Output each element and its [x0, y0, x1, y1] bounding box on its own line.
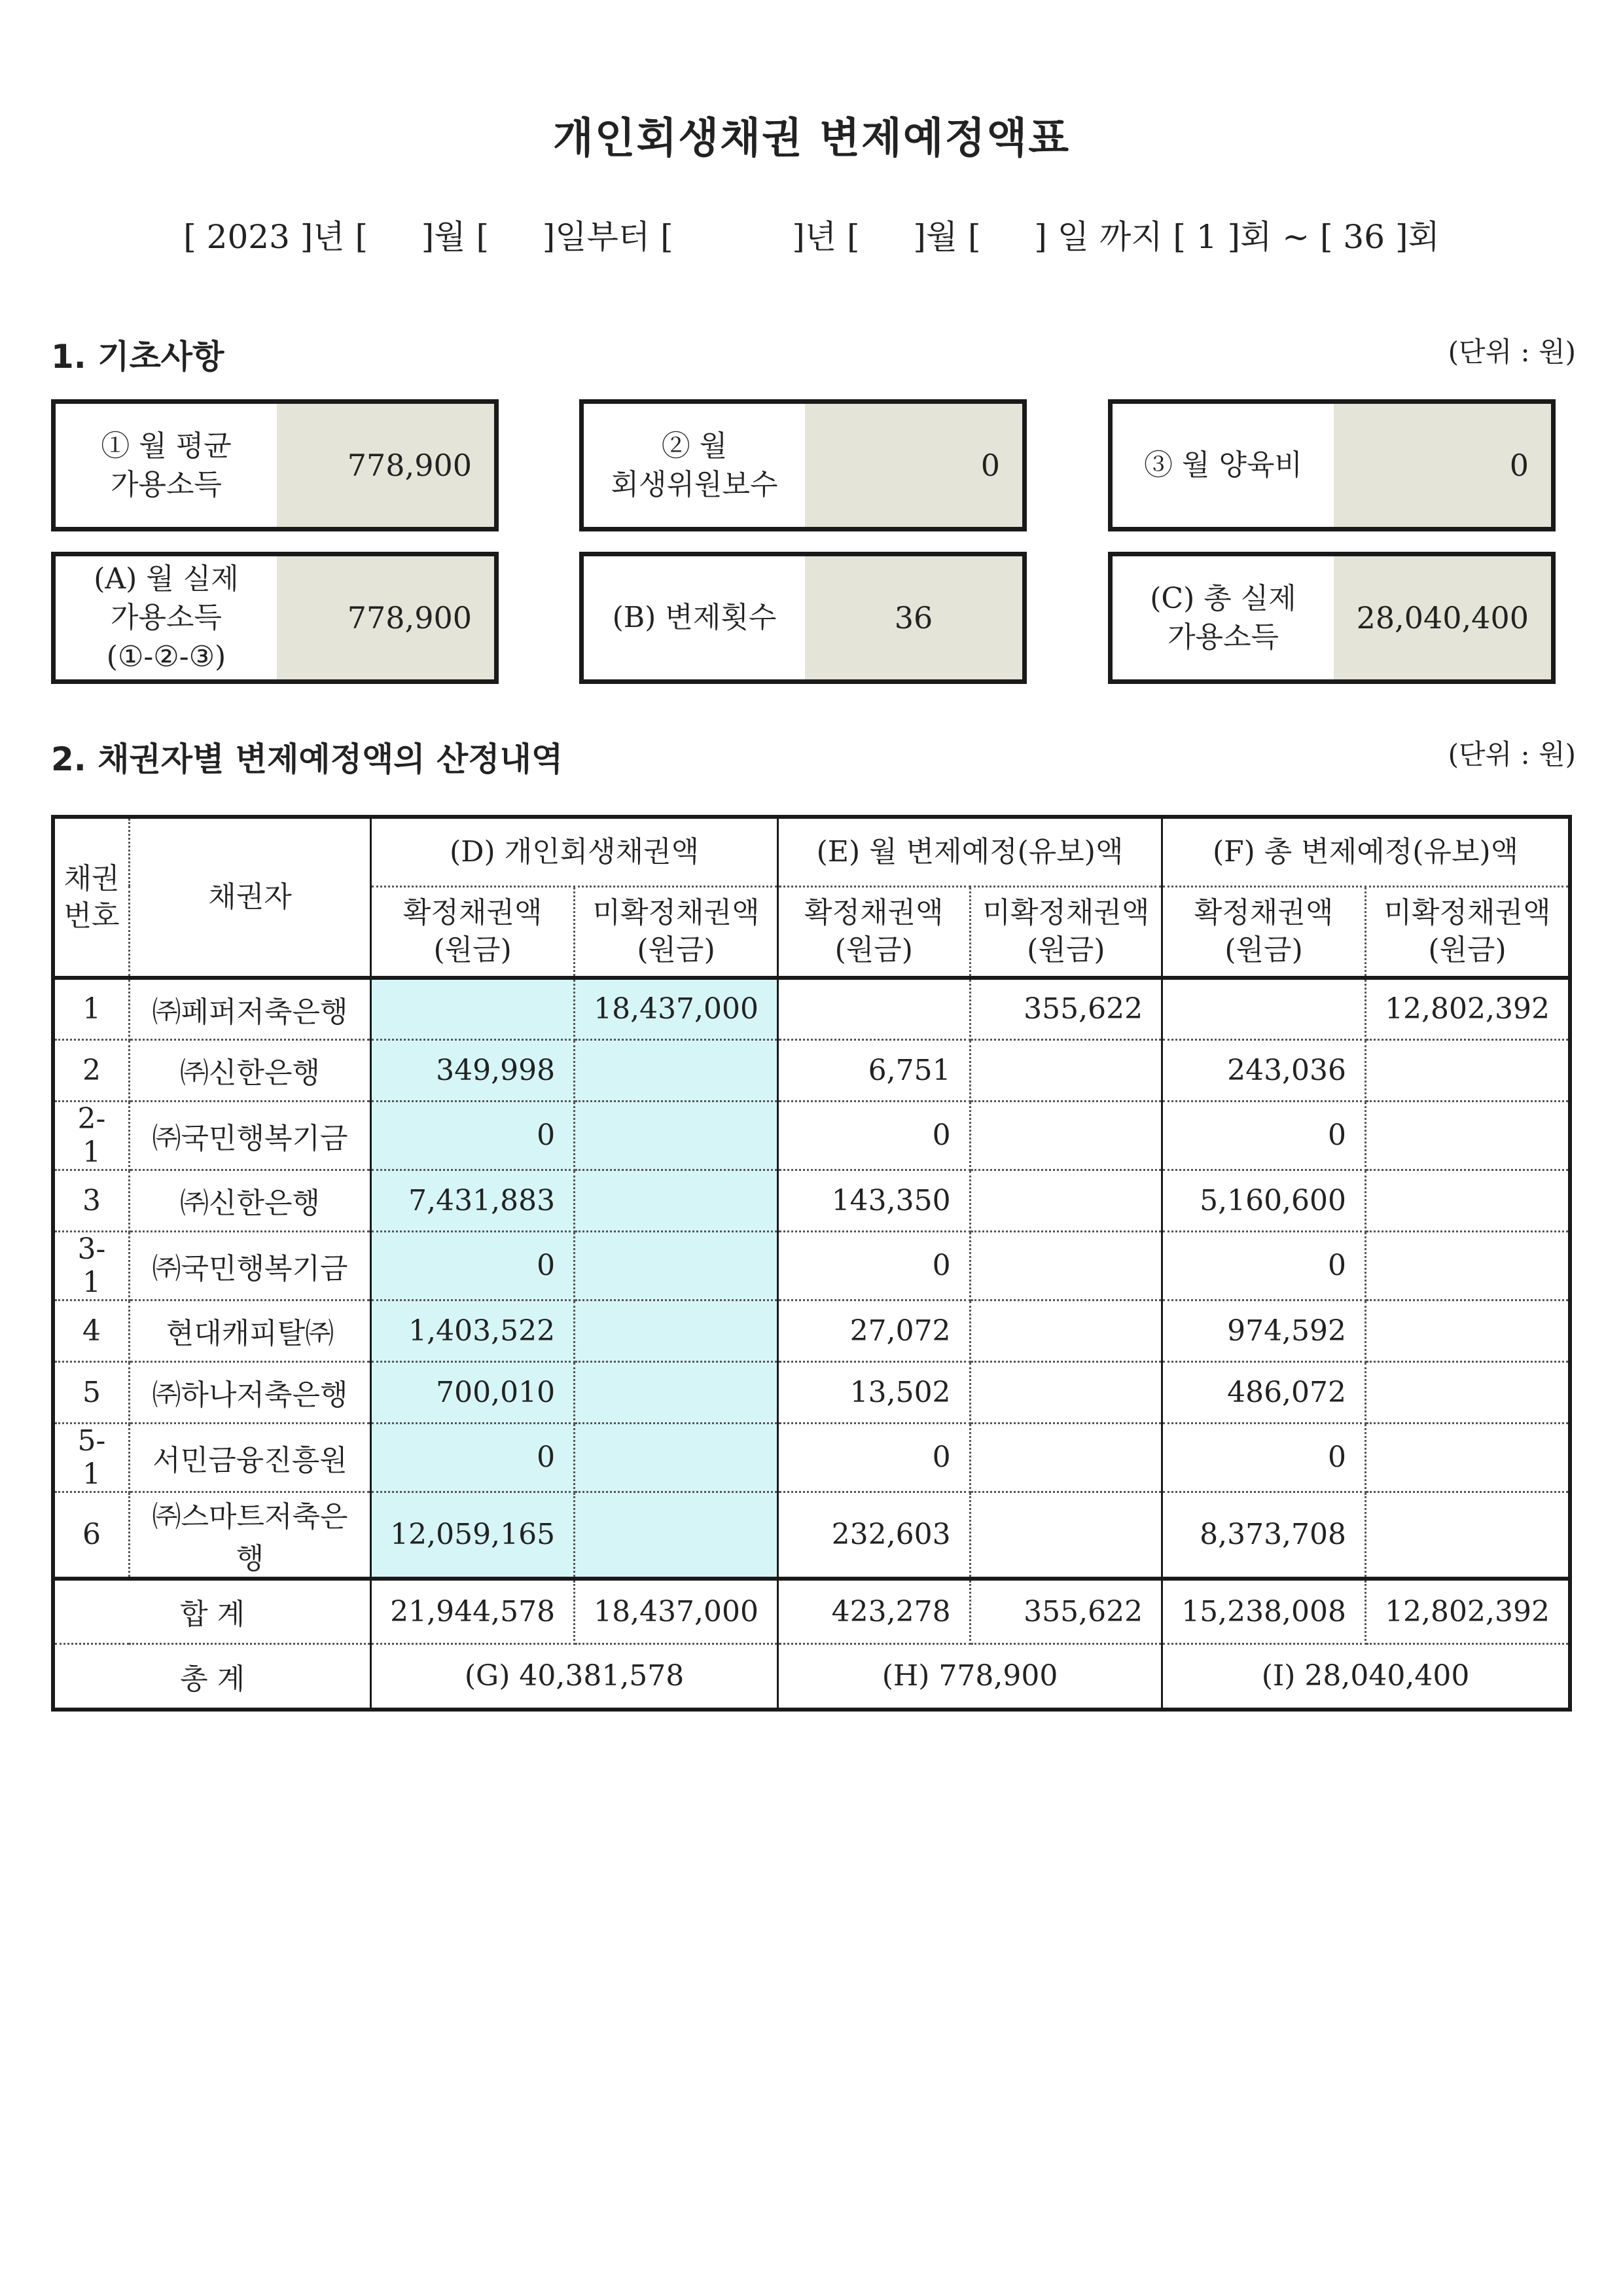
total-g: (G) 40,381,578 [371, 1644, 778, 1710]
header-e-confirmed: 확정채권액 (원금) [778, 886, 971, 978]
f-unconfirmed-cell [1366, 1361, 1570, 1423]
header-d-confirmed: 확정채권액 (원금) [371, 886, 575, 978]
f-confirmed-cell: 8,373,708 [1162, 1492, 1366, 1579]
e-confirmed-cell: 0 [778, 1101, 971, 1170]
e-confirmed-cell: 13,502 [778, 1361, 971, 1423]
f-confirmed-cell: 974,592 [1162, 1300, 1366, 1361]
section1-unit: (단위 : 원) [1448, 336, 1576, 368]
d-unconfirmed-cell [575, 1492, 778, 1579]
creditor-no-cell: 2 [53, 1039, 129, 1101]
total-actual-income-box [1108, 552, 1556, 684]
box-label: (C) 총 실제 가용소득 [1150, 581, 1296, 654]
e-confirmed-cell: 143,350 [778, 1170, 971, 1231]
header-f-unconfirmed: 미확정채권액 (원금) [1366, 886, 1570, 978]
e-unconfirmed-cell [970, 1101, 1162, 1170]
box-value: 28,040,400 [1334, 556, 1551, 679]
header-e: (E) 월 변제예정(유보)액 [778, 817, 1162, 886]
header-f: (F) 총 변제예정(유보)액 [1162, 817, 1570, 886]
table-row [53, 1492, 1570, 1579]
creditor-name-cell: ㈜하나저축은행 [129, 1361, 370, 1423]
creditor-no-cell: 4 [53, 1300, 129, 1361]
sum-d1: 21,944,578 [371, 1579, 575, 1644]
d-confirmed-cell [371, 978, 575, 1039]
creditor-no-cell: 1 [53, 978, 129, 1039]
box-value: 778,900 [277, 556, 494, 679]
sum-row [53, 1579, 1570, 1644]
sum-f2: 12,802,392 [1366, 1579, 1570, 1644]
repayment-period: [ 2023 ]년 [ ]월 [ ]일부터 [ ]년 [ ]월 [ ] 일 까지 [ 1 ]회 ~ [ 36 ]회 [183, 218, 1440, 256]
section2-title: 2. 채권자별 변제예정액의 산정내역 [51, 740, 563, 778]
box-value: 778,900 [277, 404, 494, 527]
sum-f1: 15,238,008 [1162, 1579, 1366, 1644]
d-unconfirmed-cell [575, 1300, 778, 1361]
e-confirmed-cell: 0 [778, 1423, 971, 1492]
d-unconfirmed-cell: 18,437,000 [575, 978, 778, 1039]
d-confirmed-cell: 0 [371, 1423, 575, 1492]
table-row [53, 1039, 1570, 1101]
f-unconfirmed-cell [1366, 1231, 1570, 1300]
monthly-avg-income-box [51, 399, 499, 531]
f-unconfirmed-cell [1366, 1170, 1570, 1231]
box-value: 0 [805, 404, 1022, 527]
table-row [53, 1170, 1570, 1231]
e-confirmed-cell: 27,072 [778, 1300, 971, 1361]
sum-d2: 18,437,000 [575, 1579, 778, 1644]
e-confirmed-cell: 6,751 [778, 1039, 971, 1101]
creditor-name-cell: ㈜국민행복기금 [129, 1101, 370, 1170]
d-unconfirmed-cell [575, 1361, 778, 1423]
d-confirmed-cell: 1,403,522 [371, 1300, 575, 1361]
e-unconfirmed-cell: 355,622 [970, 978, 1162, 1039]
d-unconfirmed-cell [575, 1101, 778, 1170]
d-confirmed-cell: 12,059,165 [371, 1492, 575, 1579]
section2-unit: (단위 : 원) [1448, 738, 1576, 770]
f-unconfirmed-cell [1366, 1039, 1570, 1101]
e-confirmed-cell: 0 [778, 1231, 971, 1300]
f-confirmed-cell: 0 [1162, 1101, 1366, 1170]
f-unconfirmed-cell [1366, 1300, 1570, 1361]
d-confirmed-cell: 349,998 [371, 1039, 575, 1101]
f-confirmed-cell: 0 [1162, 1423, 1366, 1492]
repayment-count-box [579, 552, 1027, 684]
child-support-box [1108, 399, 1556, 531]
total-row [53, 1644, 1570, 1710]
f-unconfirmed-cell [1366, 1101, 1570, 1170]
repayment-table [51, 815, 1572, 1712]
e-unconfirmed-cell [970, 1300, 1162, 1361]
f-unconfirmed-cell [1366, 1492, 1570, 1579]
sum-label: 합 계 [53, 1579, 371, 1644]
actual-income-box [51, 552, 499, 684]
section1-title: 1. 기초사항 [51, 338, 224, 376]
creditor-name-cell: ㈜국민행복기금 [129, 1231, 370, 1300]
table-row [53, 1423, 1570, 1492]
f-confirmed-cell: 0 [1162, 1231, 1366, 1300]
e-unconfirmed-cell [970, 1361, 1162, 1423]
header-creditor-no: 채권 번호 [53, 817, 129, 978]
d-confirmed-cell: 7,431,883 [371, 1170, 575, 1231]
d-confirmed-cell: 0 [371, 1101, 575, 1170]
box-label: ① 월 평균 가용소득 [101, 429, 232, 501]
header-creditor: 채권자 [129, 817, 370, 978]
creditor-name-cell: ㈜스마트저축은행 [129, 1492, 370, 1579]
table-body [53, 978, 1570, 1579]
header-d-unconfirmed: 미확정채권액 (원금) [575, 886, 778, 978]
total-i: (I) 28,040,400 [1162, 1644, 1570, 1710]
f-confirmed-cell [1162, 978, 1366, 1039]
e-unconfirmed-cell [970, 1039, 1162, 1101]
creditor-no-cell: 6 [53, 1492, 129, 1579]
header-e-unconfirmed: 미확정채권액 (원금) [970, 886, 1162, 978]
creditor-no-cell: 5 [53, 1361, 129, 1423]
creditor-name-cell: ㈜신한은행 [129, 1170, 370, 1231]
e-unconfirmed-cell [970, 1492, 1162, 1579]
creditor-name-cell: ㈜페퍼저축은행 [129, 978, 370, 1039]
table-row [53, 1101, 1570, 1170]
d-confirmed-cell: 700,010 [371, 1361, 575, 1423]
d-unconfirmed-cell [575, 1423, 778, 1492]
f-confirmed-cell: 486,072 [1162, 1361, 1366, 1423]
total-label: 총 계 [53, 1644, 371, 1710]
e-unconfirmed-cell [970, 1231, 1162, 1300]
sum-e1: 423,278 [778, 1579, 971, 1644]
table-row [53, 978, 1570, 1039]
box-label: (A) 월 실제 가용소득 (①-②-③) [94, 562, 239, 673]
table-row [53, 1231, 1570, 1300]
header-f-confirmed: 확정채권액 (원금) [1162, 886, 1366, 978]
box-value: 0 [1334, 404, 1551, 527]
d-unconfirmed-cell [575, 1039, 778, 1101]
e-unconfirmed-cell [970, 1170, 1162, 1231]
box-value: 36 [805, 556, 1022, 679]
f-confirmed-cell: 243,036 [1162, 1039, 1366, 1101]
e-confirmed-cell [778, 978, 971, 1039]
d-confirmed-cell: 0 [371, 1231, 575, 1300]
box-label: ② 월 회생위원보수 [611, 429, 778, 501]
table-row [53, 1300, 1570, 1361]
f-unconfirmed-cell [1366, 1423, 1570, 1492]
table-row [53, 1361, 1570, 1423]
creditor-no-cell: 3-1 [53, 1231, 129, 1300]
total-h: (H) 778,900 [778, 1644, 1162, 1710]
d-unconfirmed-cell [575, 1231, 778, 1300]
box-label: (B) 변제횟수 [612, 601, 777, 635]
creditor-no-cell: 3 [53, 1170, 129, 1231]
e-confirmed-cell: 232,603 [778, 1492, 971, 1579]
header-d: (D) 개인회생채권액 [371, 817, 778, 886]
creditor-name-cell: 서민금융진흥원 [129, 1423, 370, 1492]
trustee-fee-box [579, 399, 1027, 531]
f-confirmed-cell: 5,160,600 [1162, 1170, 1366, 1231]
f-unconfirmed-cell: 12,802,392 [1366, 978, 1570, 1039]
d-unconfirmed-cell [575, 1170, 778, 1231]
sum-e2: 355,622 [970, 1579, 1162, 1644]
creditor-no-cell: 2-1 [53, 1101, 129, 1170]
creditor-name-cell: 현대캐피탈㈜ [129, 1300, 370, 1361]
document-title: 개인회생채권 변제예정액표 [552, 115, 1071, 163]
e-unconfirmed-cell [970, 1423, 1162, 1492]
creditor-name-cell: ㈜신한은행 [129, 1039, 370, 1101]
creditor-no-cell: 5-1 [53, 1423, 129, 1492]
box-label: ③ 월 양육비 [1144, 448, 1302, 482]
